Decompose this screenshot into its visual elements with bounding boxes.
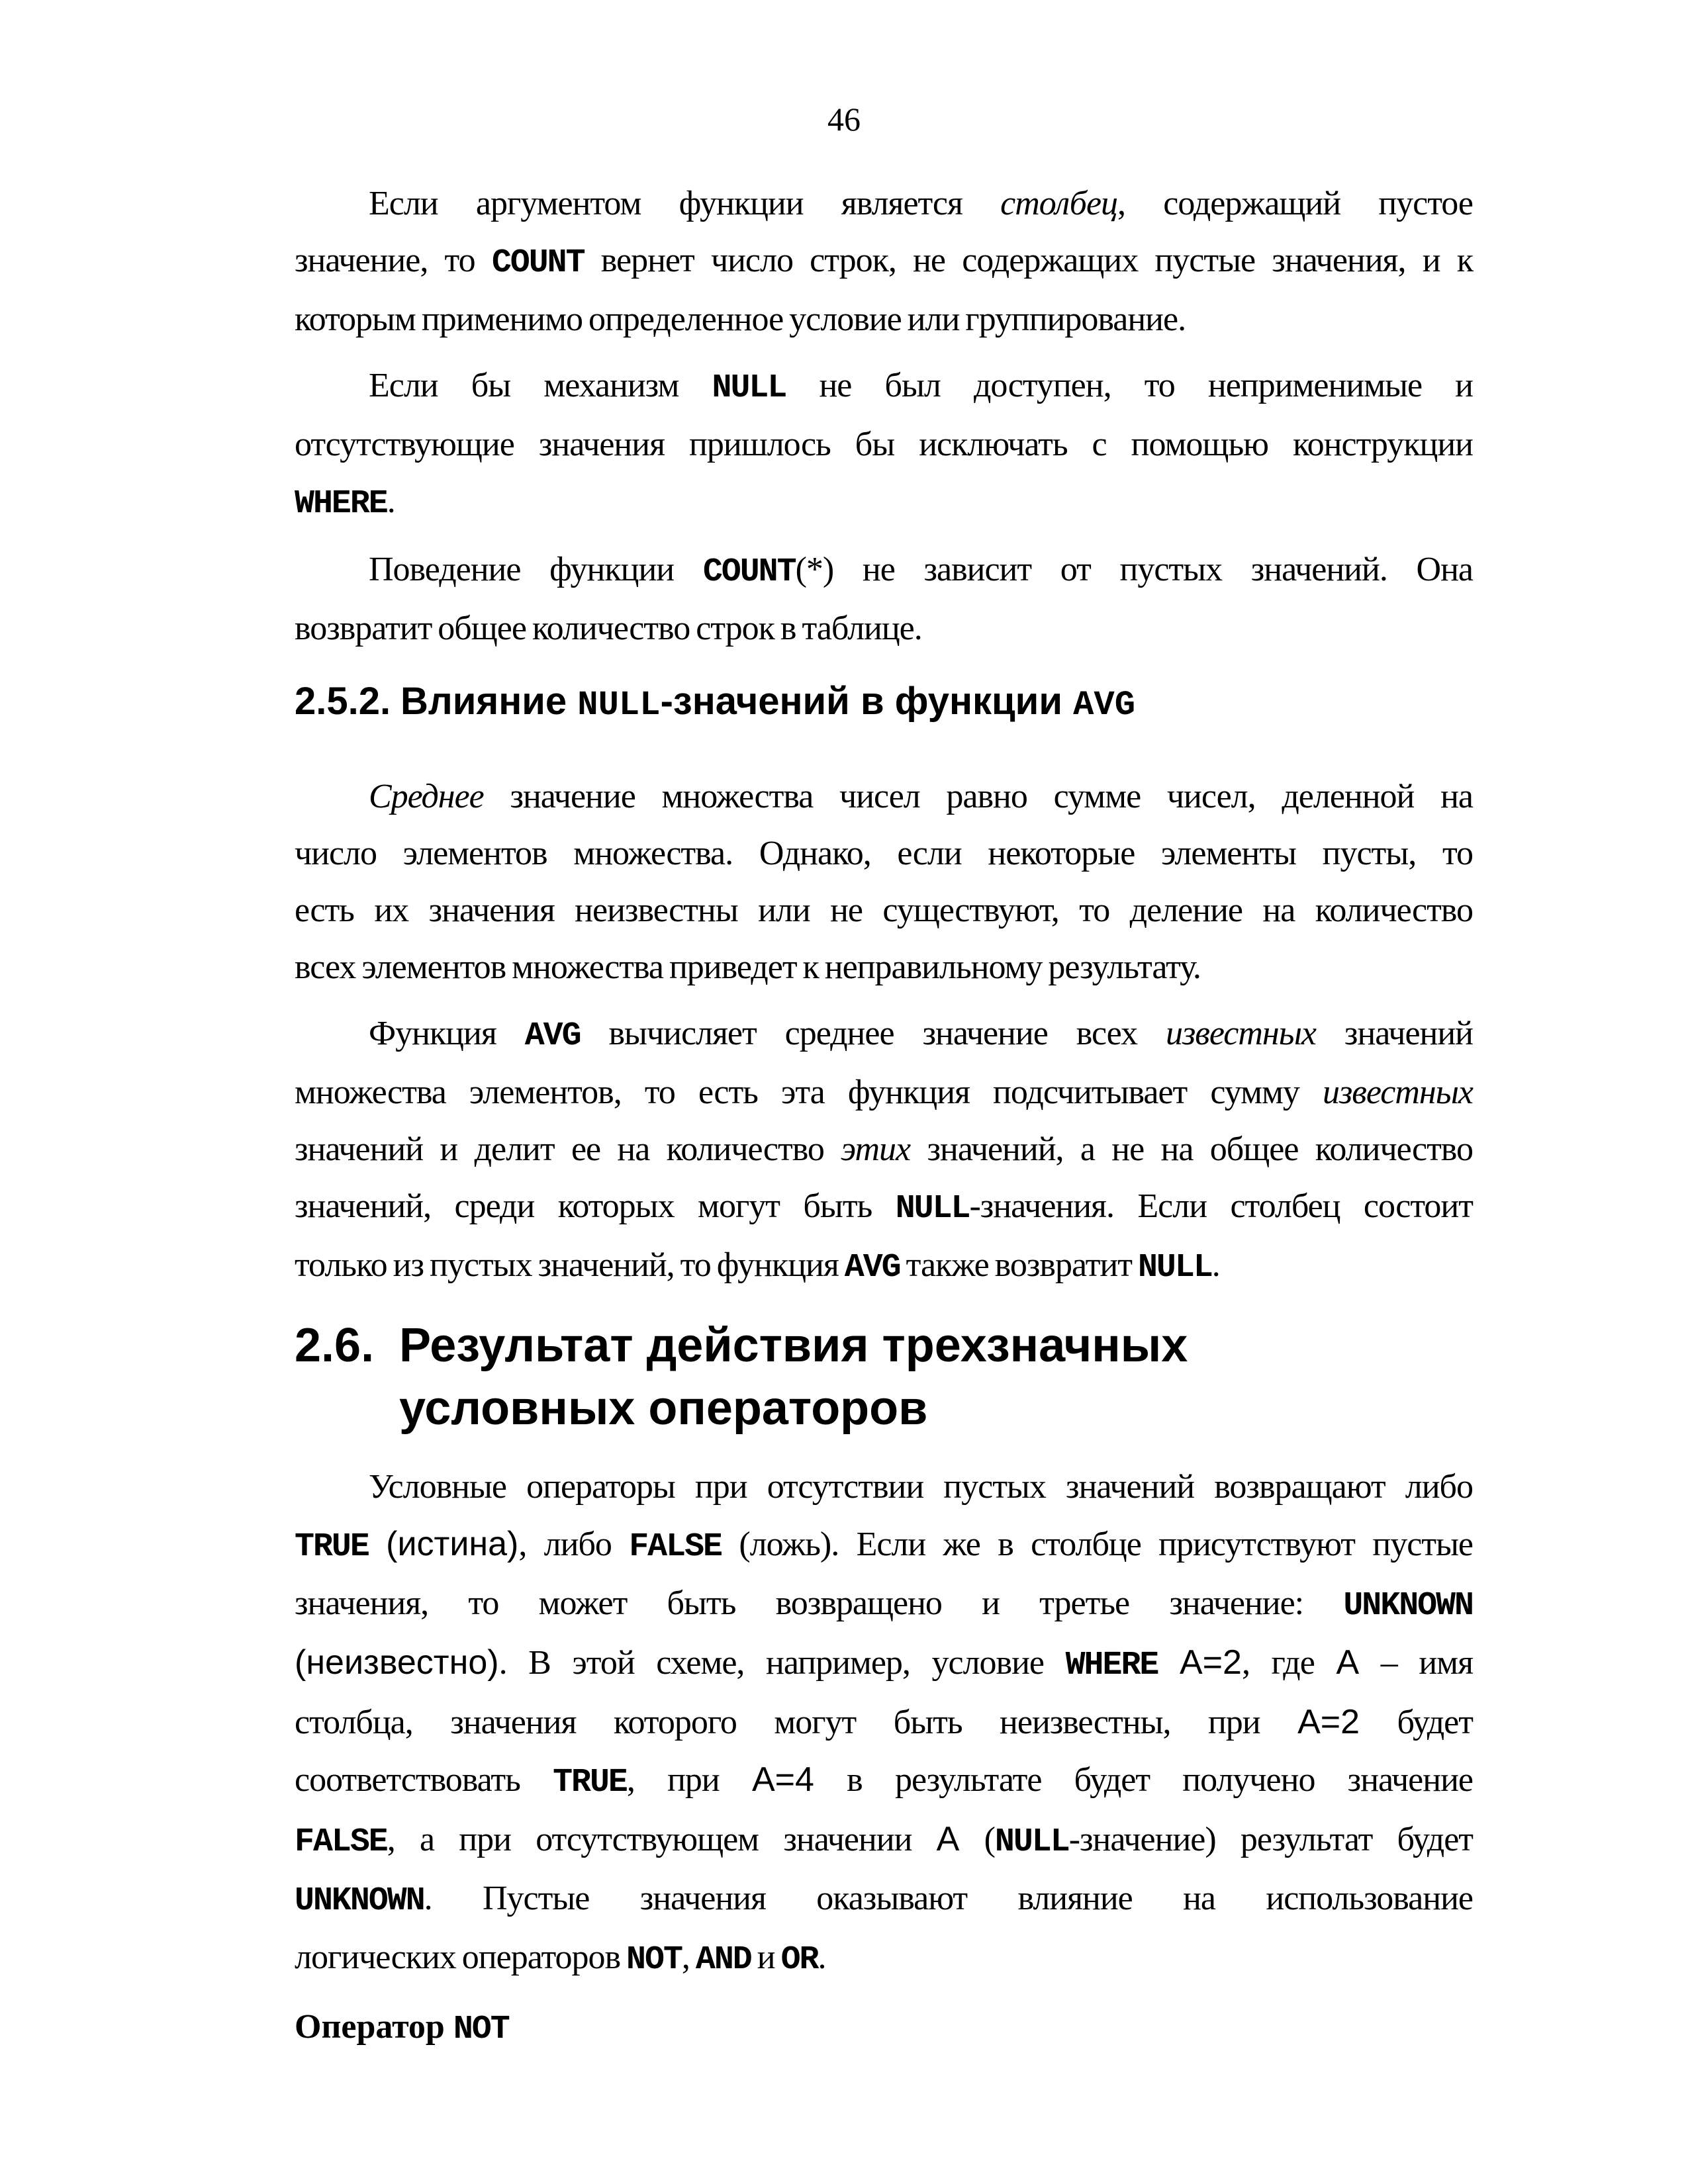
- text-run: этих: [841, 1130, 911, 1168]
- text-run: также возвратит: [900, 1246, 1138, 1284]
- keyword-text: FALSE: [295, 1823, 387, 1860]
- text-line: [295, 1064, 1473, 1121]
- section-heading-2-5-2: [295, 674, 1473, 733]
- text-run: есть их значения неизвестны или не существуют, то деление на количество: [295, 891, 1473, 929]
- paragraph-null-mechanism: [295, 357, 1473, 532]
- text-run: известных: [1323, 1073, 1473, 1111]
- text-run: A: [1336, 1643, 1360, 1682]
- text-run: соответствовать: [295, 1761, 553, 1799]
- text-run: ,: [681, 1938, 696, 1976]
- text-run: , а при отсутствующем значении: [387, 1821, 937, 1858]
- text-run: Среднее: [369, 778, 484, 815]
- text-run: Влияние: [400, 680, 578, 723]
- keyword-text: FALSE: [629, 1527, 722, 1565]
- text-run: (*) не зависит от пустых значений. Она: [795, 551, 1473, 588]
- keyword-text: UNKNOWN: [295, 1882, 424, 1919]
- keyword-text: NOT: [626, 1940, 682, 1978]
- text-run: , где: [1241, 1644, 1336, 1682]
- text-line: [295, 1005, 1473, 1064]
- paragraph-count-star: [295, 541, 1473, 657]
- text-run: которым применимо определенное условие или группирование.: [295, 300, 1186, 338]
- text-run: .: [818, 1938, 826, 1976]
- subheading-operator-not: [295, 1999, 1473, 2058]
- text-run: (истина): [386, 1525, 519, 1563]
- text-line: [295, 1516, 1473, 1575]
- text-run: -значений в функции: [660, 680, 1074, 723]
- text-run: (ложь). Если же в столбце присутствуют пустые: [721, 1525, 1474, 1563]
- keyword-text: NULL: [712, 369, 786, 406]
- text-run: столбца, значения которого могут быть неизвестны, при: [295, 1704, 1298, 1741]
- text-run: значение множества чисел равно сумме чисел, деленной на: [483, 778, 1473, 815]
- keyword-text: COUNT: [491, 244, 585, 281]
- text-run: [369, 1525, 386, 1563]
- text-line: [295, 768, 1473, 825]
- section-title: [400, 674, 1135, 733]
- text-run: Если бы механизм: [369, 367, 712, 404]
- text-run: (неизвестно): [295, 1643, 499, 1682]
- keyword-text: COUNT: [702, 553, 796, 590]
- section-title: [399, 1314, 1188, 1440]
- text-run: возвратит общее количество строк в таблице.: [295, 610, 922, 647]
- heading-line: Результат действия трехзначных: [399, 1319, 1188, 1372]
- text-run: Условные операторы при отсутствии пустых значений возвращают либо: [369, 1468, 1473, 1506]
- text-line: [295, 291, 1473, 348]
- text-line: [295, 1178, 1473, 1237]
- text-run: [1158, 1644, 1180, 1682]
- keyword-text: AND: [695, 1940, 751, 1978]
- text-run: значений и делит ее на количество: [295, 1130, 841, 1168]
- text-run: , при: [626, 1761, 752, 1799]
- paragraph-avg-function: [295, 1005, 1473, 1296]
- keyword-text: NULL: [1137, 1248, 1212, 1286]
- section-heading-2-6: [295, 1314, 1473, 1440]
- text-run: , либо: [518, 1525, 630, 1563]
- text-line: [295, 175, 1473, 232]
- keyword-text: AVG: [1073, 686, 1136, 725]
- text-run: вернет число строк, не содержащих пустые значения, и к: [584, 242, 1473, 279]
- text-run: -значение) результат будет: [1068, 1821, 1473, 1858]
- text-line: [295, 1237, 1473, 1296]
- text-run: Функция: [369, 1015, 525, 1052]
- text-run: всех элементов множества приведет к неправильному результату.: [295, 948, 1201, 986]
- text-run: множества элементов, то есть эта функция подсчитывает сумму: [295, 1073, 1323, 1111]
- text-line: [295, 882, 1473, 939]
- text-run: Оператор: [295, 2008, 453, 2046]
- text-line: [295, 1929, 1473, 1988]
- text-line: [295, 357, 1473, 416]
- text-run: только из пустых значений, то функция: [295, 1246, 845, 1284]
- text-line: [295, 825, 1473, 882]
- text-run: Если аргументом функции является: [369, 185, 1001, 222]
- text-line: [295, 416, 1473, 473]
- text-run: отсутствующие значения пришлось бы исключать с помощью конструкции: [295, 426, 1473, 463]
- keyword-text: WHERE: [1065, 1646, 1158, 1684]
- keyword-text: NOT: [453, 2010, 509, 2048]
- text-run: – имя: [1359, 1644, 1474, 1682]
- keyword-text: TRUE: [553, 1763, 627, 1801]
- text-run: A: [936, 1820, 960, 1858]
- text-line: [295, 232, 1473, 291]
- text-run: .: [387, 482, 395, 520]
- text-run: (: [959, 1821, 995, 1858]
- keyword-text: NULL: [895, 1189, 970, 1227]
- section-number: 2.5.2.: [295, 680, 391, 723]
- text-run: . В этой схеме, например, условие: [498, 1644, 1066, 1682]
- text-line: [295, 1121, 1473, 1178]
- keyword-text: OR: [780, 1940, 818, 1978]
- text-run: значений: [1316, 1015, 1474, 1052]
- text-run: логических операторов: [295, 1938, 627, 1976]
- text-run: и: [751, 1938, 781, 1976]
- page-number: 46: [827, 101, 861, 138]
- keyword-text: AVG: [524, 1017, 581, 1054]
- text-line: [295, 600, 1473, 657]
- text-run: значения, то может быть возвращено и третье значение:: [295, 1584, 1344, 1622]
- text-line: [295, 1575, 1473, 1634]
- text-line: [295, 541, 1473, 600]
- text-run: значений, а не на общее количество: [910, 1130, 1473, 1168]
- heading-line: условных операторов: [399, 1382, 928, 1435]
- text-line: [295, 1634, 1473, 1694]
- text-line: [295, 1811, 1473, 1870]
- keyword-text: AVG: [844, 1248, 900, 1286]
- text-run: Поведение функции: [369, 551, 703, 588]
- text-run: A=4: [751, 1760, 814, 1799]
- text-line: [295, 473, 1473, 532]
- section-number: 2.6.: [295, 1319, 375, 1372]
- text-run: известных: [1166, 1015, 1316, 1052]
- text-run: A=2: [1297, 1703, 1360, 1741]
- keyword-text: NULL: [994, 1823, 1069, 1860]
- text-line: [295, 1751, 1473, 1811]
- text-run: значение, то: [295, 242, 492, 279]
- text-run: в результате будет получено значение: [814, 1761, 1474, 1799]
- keyword-text: TRUE: [295, 1527, 369, 1565]
- text-run: , содержащий пустое: [1117, 185, 1473, 222]
- text-run: столбец: [1000, 185, 1118, 222]
- text-run: число элементов множества. Однако, если некоторые элементы пусты, то: [295, 835, 1473, 872]
- text-run: A=2: [1179, 1643, 1242, 1682]
- text-run: значений, среди которых могут быть: [295, 1187, 896, 1225]
- text-run: будет: [1360, 1704, 1473, 1741]
- text-line: [295, 1870, 1473, 1929]
- keyword-text: UNKNOWN: [1343, 1586, 1473, 1624]
- text-line: [295, 1694, 1473, 1751]
- text-run: .: [1211, 1246, 1220, 1284]
- text-run: . Пустые значения оказывают влияние на использование: [424, 1880, 1473, 1917]
- text-line: [295, 939, 1473, 996]
- document-body: [295, 175, 1473, 2058]
- text-run: -значения. Если столбец состоит: [969, 1187, 1473, 1225]
- text-run: не был доступен, то неприменимые и: [786, 367, 1473, 404]
- paragraph-three-valued-logic: [295, 1459, 1473, 1988]
- keyword-text: WHERE: [295, 484, 387, 522]
- paragraph-count-column: [295, 175, 1473, 348]
- keyword-text: NULL: [577, 686, 661, 725]
- text-run: вычисляет среднее значение всех: [580, 1015, 1166, 1052]
- text-line: [295, 1459, 1473, 1516]
- paragraph-average-definition: [295, 768, 1473, 996]
